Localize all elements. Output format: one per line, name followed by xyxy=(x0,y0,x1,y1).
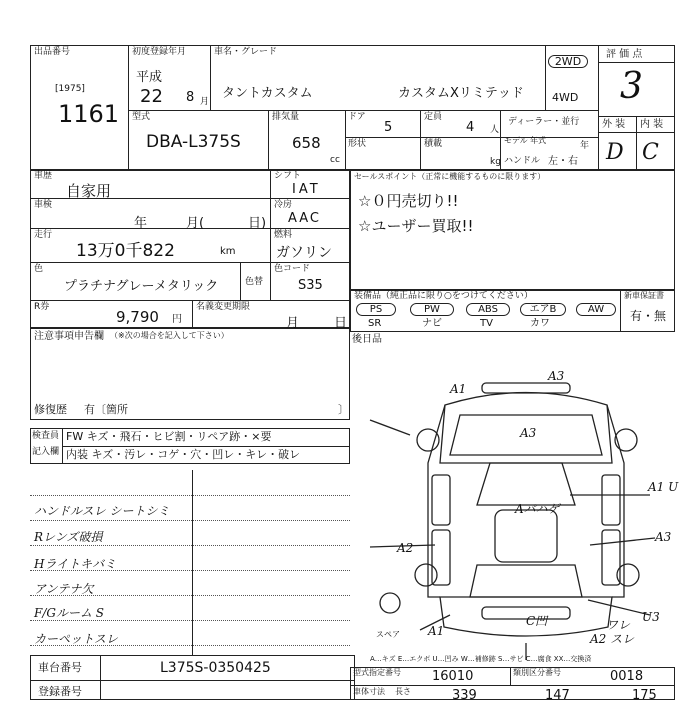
yen-unit: 円 xyxy=(172,314,182,325)
recycle-label: R券 xyxy=(34,302,50,312)
damage-diagram xyxy=(350,345,685,665)
divider xyxy=(128,45,129,170)
model-year-label: モデル 年式 xyxy=(504,136,547,145)
damage-mark: A2 スレ xyxy=(590,632,635,646)
handle: 左・右 xyxy=(548,156,578,167)
doors-label: ドア xyxy=(348,112,366,122)
repair-close: 〕 xyxy=(338,403,349,416)
category: 0018 xyxy=(610,669,644,684)
notes-sub: （※次の場合を記入して下さい） xyxy=(110,331,229,340)
name-change-label: 名義変更期限 xyxy=(196,302,251,312)
color: プラチナグレーメタリック xyxy=(64,279,219,294)
equip-navi: ナビ xyxy=(422,318,442,329)
divider xyxy=(598,62,675,63)
displacement: 658 xyxy=(292,134,321,152)
lot-number: 1161 xyxy=(58,100,120,128)
divider xyxy=(620,290,621,332)
seats: 4 xyxy=(466,120,475,135)
inspector-row-1: FW キズ・飛石・ヒビ割・リペア跡・×要 xyxy=(66,430,272,443)
rule-line xyxy=(30,495,350,496)
seats-unit: 人 xyxy=(490,125,500,135)
divider xyxy=(30,680,355,681)
equip-abs: ABS xyxy=(466,303,510,316)
divider xyxy=(100,655,101,700)
divider xyxy=(270,198,350,199)
ac: AAC xyxy=(288,211,321,226)
name-label: 車名・グレード xyxy=(214,47,278,57)
shift-label: シフト xyxy=(274,171,302,181)
mileage: 13万0千822 xyxy=(76,241,175,261)
divider xyxy=(240,262,241,300)
model-label: 型式 xyxy=(132,112,151,122)
month-unit: 月 xyxy=(200,97,210,107)
chassis-label: 車台番号 xyxy=(38,661,82,674)
doors: 5 xyxy=(384,120,393,135)
color-code: S35 xyxy=(298,278,323,293)
damage-legend: A…キズ E…エクボ U…凹み W…補修跡 S…サビ C…腐食 XX…交換済 xyxy=(370,655,592,663)
category-label: 類別区分番号 xyxy=(513,668,561,677)
ac-label: 冷房 xyxy=(274,200,293,210)
divider xyxy=(30,300,350,301)
divider xyxy=(545,45,546,110)
color-change-label: 色替 xyxy=(245,277,264,287)
displacement-label: 排気量 xyxy=(272,112,300,122)
reg-label: 初度登録年月 xyxy=(132,47,187,57)
divider xyxy=(128,110,598,111)
divider xyxy=(62,446,350,447)
color-code-label: 色コード xyxy=(274,264,311,274)
sales-label: セールスポイント（正常に機能するものに限ります） xyxy=(354,172,546,181)
divider xyxy=(350,685,675,686)
interior-label: 内 装 xyxy=(640,119,664,130)
warranty-label: 新車保証書 xyxy=(624,291,664,300)
divider xyxy=(636,116,637,170)
mileage-label: 走行 xyxy=(34,230,53,240)
damage-mark: A2 xyxy=(397,541,414,555)
sales-line-2: ☆ユーザー買取!! xyxy=(358,217,474,235)
divider xyxy=(420,110,421,170)
drive-2wd-circle: 2WD xyxy=(548,55,588,68)
spare-label: スペア xyxy=(376,630,400,639)
handle-label: ハンドル xyxy=(504,156,541,166)
registration-label: 登録番号 xyxy=(38,685,82,698)
notes-label: 注意事項申告欄 xyxy=(34,331,104,342)
damage-mark: A1 xyxy=(450,382,467,396)
inspector-note: アンテナ欠 xyxy=(34,582,94,596)
grade: カスタムXリミテッド xyxy=(398,86,524,101)
divider xyxy=(598,45,599,170)
damage-mark: U3 xyxy=(642,610,660,624)
inspector-note: F/Gルーム S xyxy=(34,606,104,620)
name-change-month: 月 xyxy=(286,316,300,331)
inspector-row-2: 内装 キズ・汚レ・コゲ・穴・凹レ・キレ・破レ xyxy=(66,448,301,461)
model: DBA-L375S xyxy=(146,132,241,152)
divider xyxy=(192,300,193,328)
inspector-label-2: 記入欄 xyxy=(32,447,60,457)
seats-label: 定員 xyxy=(424,112,443,122)
divider xyxy=(345,110,346,170)
year-unit: 年 xyxy=(580,141,590,151)
equipment-label: 装備品（純正品に限り○をつけてください） xyxy=(354,291,533,301)
type-designation-label: 型式指定番号 xyxy=(353,668,401,677)
purpose: 自家用 xyxy=(66,182,112,200)
dimension-1: 339 xyxy=(452,688,477,703)
fuel-label: 燃料 xyxy=(274,230,293,240)
color-label: 色 xyxy=(34,264,44,274)
type-designation: 16010 xyxy=(432,669,474,684)
shape-label: 形状 xyxy=(348,139,367,149)
dimension-3: 175 xyxy=(632,688,657,703)
inspection-year: 年 xyxy=(134,216,148,231)
shift: IAT xyxy=(292,182,321,197)
lot-label: 出品番号 xyxy=(34,47,71,57)
equip-pw: PW xyxy=(410,303,454,316)
reg-month: 8 xyxy=(186,90,195,105)
purpose-label: 車歴 xyxy=(34,171,53,181)
equip-ps: PS xyxy=(356,303,396,316)
damage-mark: A1 xyxy=(428,624,445,638)
score: 3 xyxy=(620,66,643,107)
score-label: 評 価 点 xyxy=(606,49,643,60)
damage-mark: ワレ xyxy=(606,618,631,632)
divider xyxy=(270,170,271,300)
inspection-label: 車検 xyxy=(34,200,53,210)
rule-line xyxy=(30,520,350,521)
divider xyxy=(268,110,269,170)
damage-mark: C凹 xyxy=(526,614,548,628)
name-change-day: 日 xyxy=(334,316,348,331)
equip-tv: TV xyxy=(480,318,493,329)
sales-line-1: ☆０円売切り!! xyxy=(358,192,459,210)
equip-sr: SR xyxy=(368,318,382,329)
inspector-note: Rレンズ破損 xyxy=(34,530,103,544)
aftermarket-label: 後日品 xyxy=(352,334,382,345)
car-name: タントカスタム xyxy=(222,86,313,101)
kg-unit: kg xyxy=(490,157,501,167)
inspection-month: 月( xyxy=(186,216,205,231)
equip-leather: カワ xyxy=(530,318,550,329)
era: 平成 xyxy=(136,70,163,85)
damage-mark: A3 xyxy=(655,530,672,544)
inspector-note: カーペットスレ xyxy=(34,632,118,646)
damage-mark: A3 xyxy=(520,426,537,440)
equip-aw: AW xyxy=(576,303,616,316)
damage-mark: A3 xyxy=(548,369,565,383)
lot-year: [1975] xyxy=(55,84,85,94)
interior-grade: C xyxy=(642,140,659,165)
warranty: 有・無 xyxy=(630,309,667,323)
exterior-grade: D xyxy=(606,140,624,165)
repair-label: 修復歴 xyxy=(34,403,67,416)
reg-year: 22 xyxy=(140,86,163,107)
drive-4wd: 4WD xyxy=(552,91,579,104)
load-label: 積載 xyxy=(424,139,443,149)
recycle: 9,790 xyxy=(116,308,159,326)
inspector-note: ハンドルスレ シートシミ xyxy=(34,504,170,518)
dimensions-label: 車体寸法 xyxy=(353,687,385,696)
km-unit: km xyxy=(220,246,236,257)
equip-airbag: エアB xyxy=(520,303,566,316)
length-label: 長さ xyxy=(395,687,411,696)
inspector-note: Hライトキバミ xyxy=(34,557,117,571)
inspection-day: 日) xyxy=(248,216,267,231)
cc-unit: cc xyxy=(330,155,340,165)
divider xyxy=(210,45,211,110)
divider xyxy=(192,470,193,655)
divider xyxy=(30,262,350,263)
inspector-label-1: 検査員 xyxy=(32,431,60,441)
damage-mark: Aパハゲ xyxy=(515,502,560,516)
damage-mark: A1 U xyxy=(648,480,679,494)
divider xyxy=(510,667,511,685)
fuel: ガソリン xyxy=(276,245,332,261)
rule-line xyxy=(30,545,350,546)
exterior-label: 外 装 xyxy=(602,119,626,130)
dealer-label: ディーラー・並行 xyxy=(508,117,580,127)
chassis: L375S-0350425 xyxy=(160,660,271,676)
repair-value: 有〔箇所 xyxy=(84,403,128,416)
dimension-2: 147 xyxy=(545,688,570,703)
